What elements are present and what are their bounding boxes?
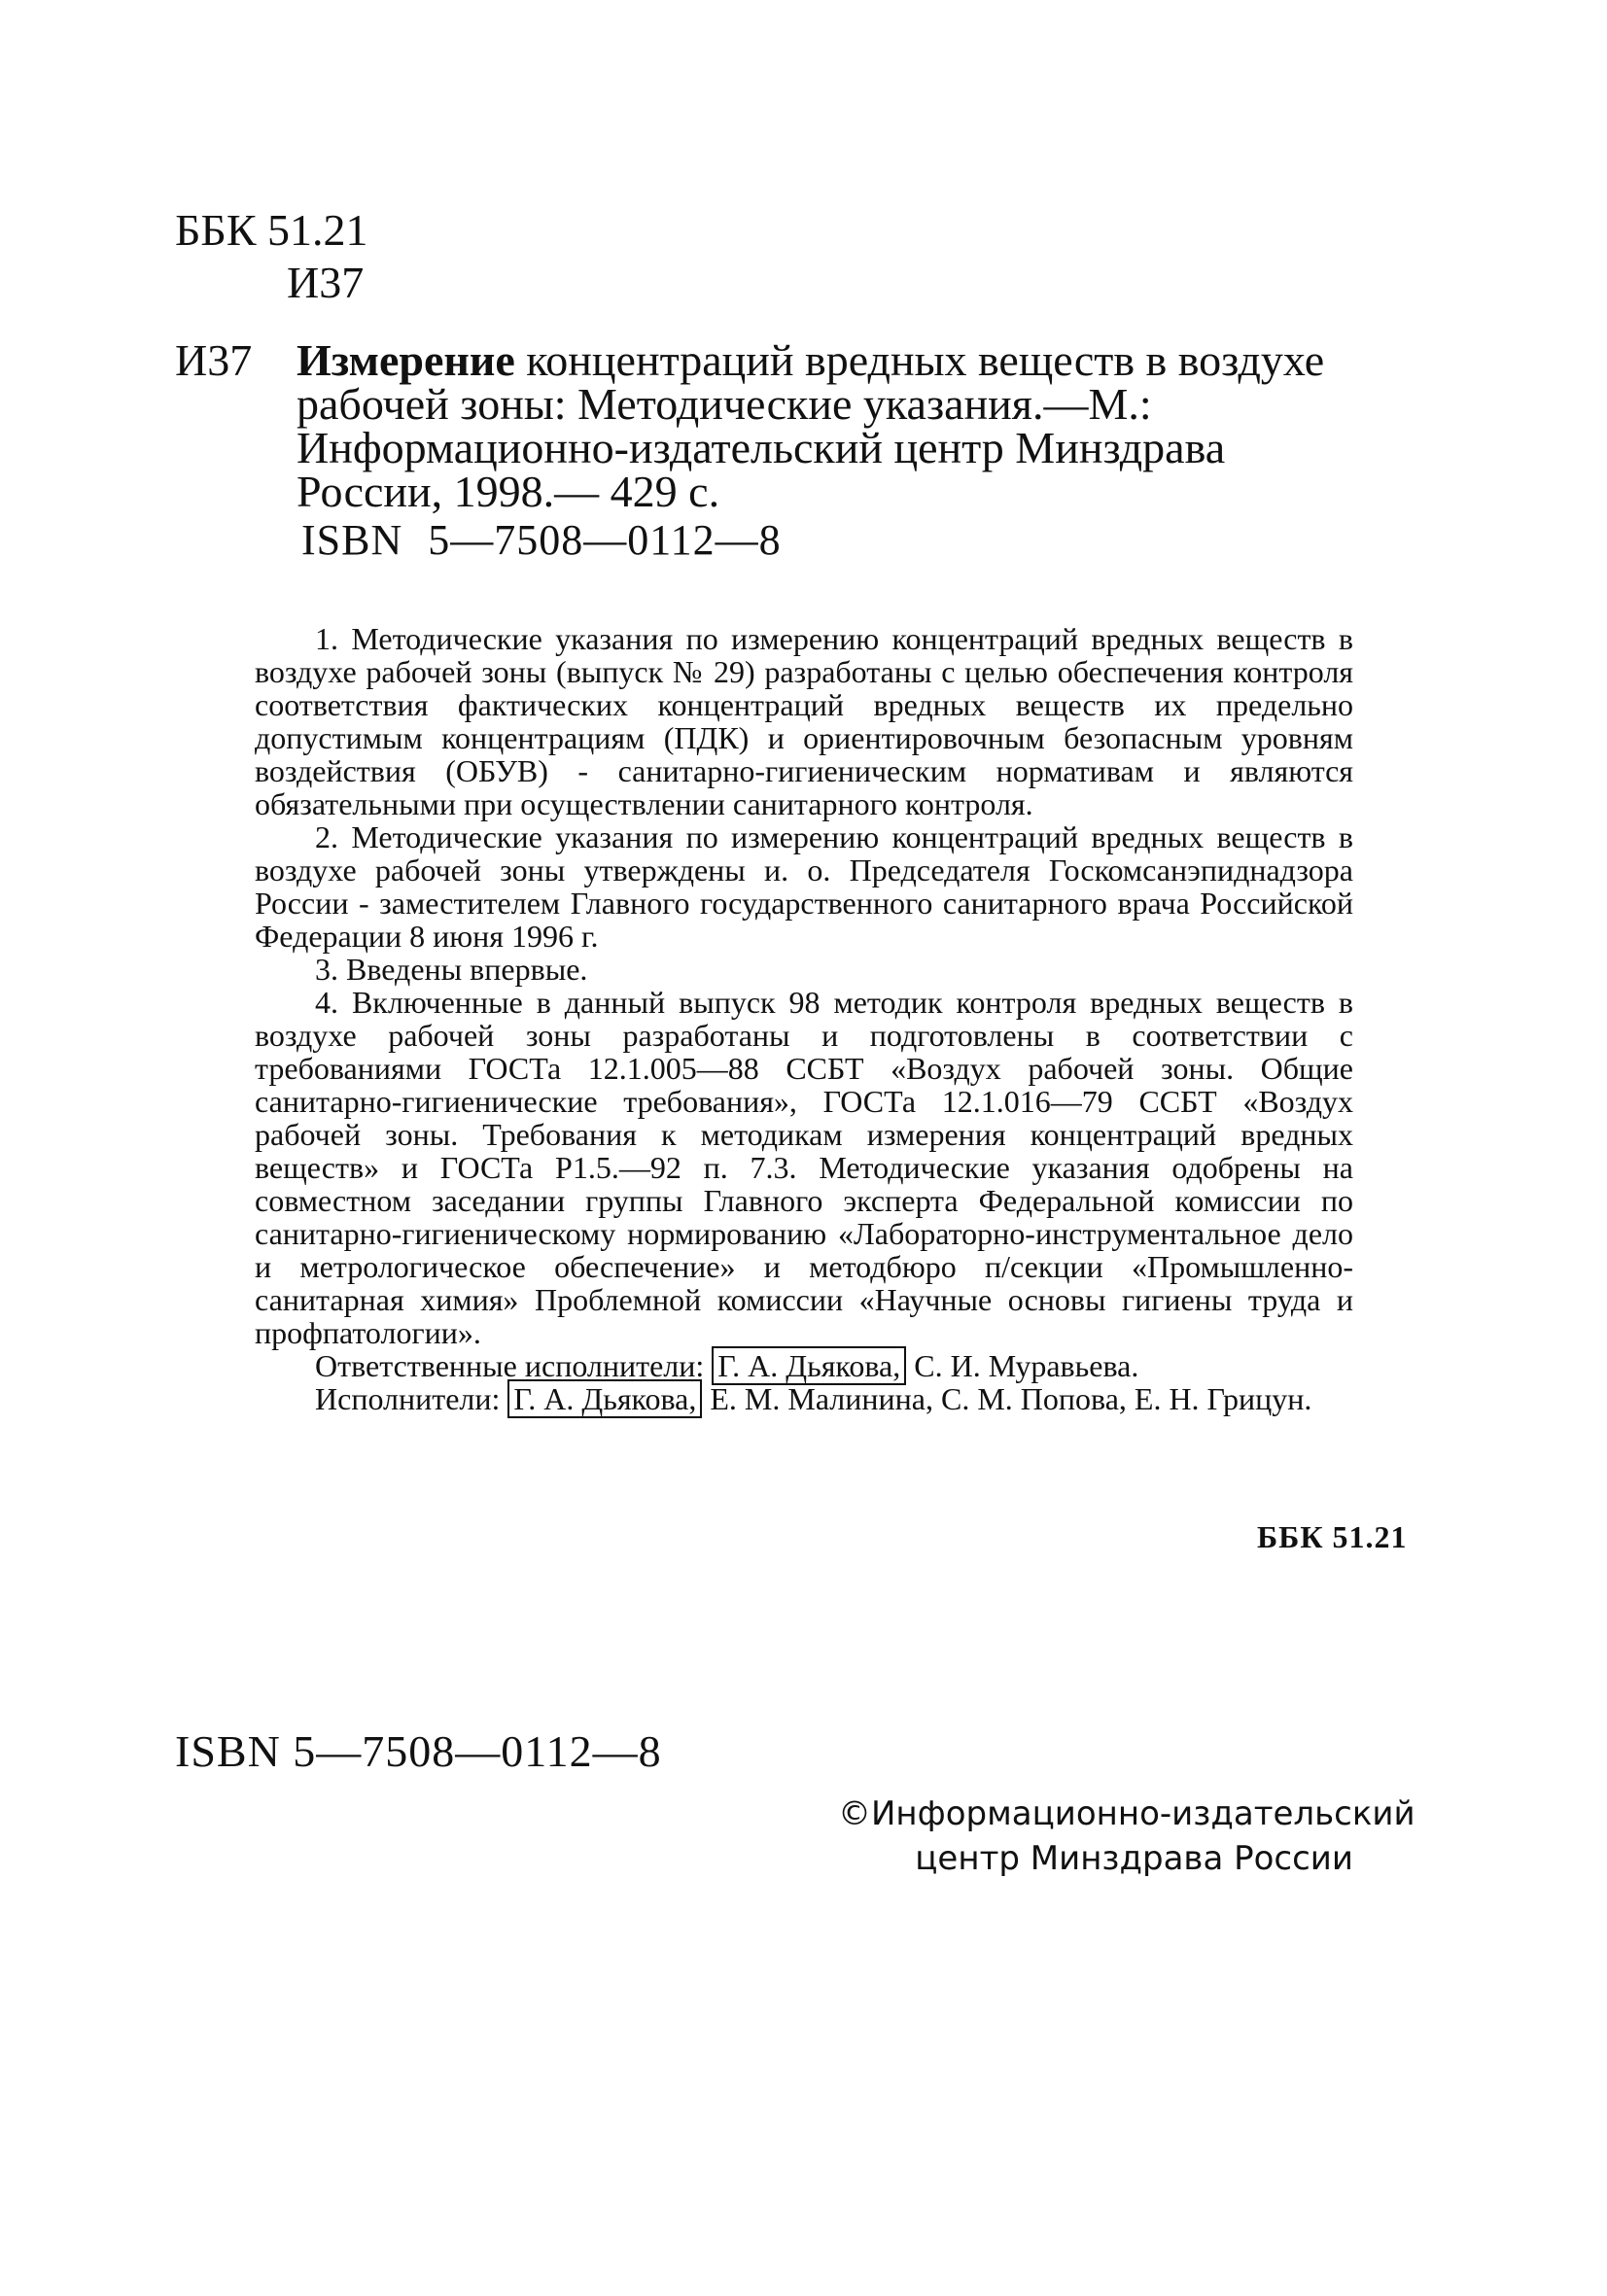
author-mark: И37 <box>287 258 365 307</box>
executors <box>255 1382 1353 1415</box>
record-title-rest: концентраций вредных веществ в воздухе рабочей зоны: Методические указания.—М.: Информационно-издательский центр Минздрава России, 1998.— 429 с. <box>297 335 1325 516</box>
executor-name-boxed: Г. А. Дьякова, <box>507 1379 702 1418</box>
record-index: И37 <box>175 335 253 385</box>
copyright-notice <box>838 1792 1415 1881</box>
note-paragraph-3: 3. Введены впервые. <box>315 952 588 987</box>
record-description <box>297 335 1361 516</box>
responsible-name-2: С. И. Муравьева. <box>914 1348 1139 1383</box>
bbk-bottom: ББК 51.21 <box>1257 1519 1408 1554</box>
executors-label: Исполнители: <box>315 1381 501 1416</box>
copyright-line-1: ©Информационно-издательский <box>838 1794 1415 1833</box>
responsible-name-boxed: Г. А. Дьякова, <box>712 1346 906 1385</box>
note-paragraph-1: 1. Методические указания по измерению концентраций вредных веществ в воздухе рабочей зоны (выпуск № 29) разработаны с целью обеспечения контроля соответствия фактических концентраций вредных веществ их предельно допустимым концентрациям (ПДК) и ориентировочным безопасным уровням воздействия (ОБУВ) - санитарно-гигиеническим нормативам и являются обязательными при осуществлении санитарного контроля. <box>255 621 1353 821</box>
record-title-bold: Измерение <box>297 335 515 385</box>
executors-rest: Е. М. Малинина, С. М. Попова, Е. Н. Грицун. <box>710 1381 1312 1416</box>
note-paragraph-4: 4. Включенные в данный выпуск 98 методик контроля вредных веществ в воздухе рабочей зоны разработаны и подготовлены в соответствии с требованиями ГОСТа 12.1.005—88 ССБТ «Воздух рабочей зоны. Общие санитарно-гигиенические требования», ГОСТа 12.1.016—79 ССБТ «Воздух рабочей зоны. Требования к методикам измерения концентраций вредных веществ» и ГОСТа Р1.5.—92 п. 7.3. Методические указания одобрены на совместном заседании группы Главного эксперта Федеральной комиссии по санитарно-гигиеническому нормированию «Лабораторно-инструментальное дело и метрологическое обеспечение» и методбюро п/секции «Промышленно-санитарная химия» Проблемной комиссии «Научные основы гигиены труда и профпатологии». <box>255 985 1353 1350</box>
bbk-line: ББК 51.21 <box>175 205 368 255</box>
responsible-label: Ответственные исполнители: <box>315 1348 705 1383</box>
isbn-top: ISBN 5—7508—0112—8 <box>301 516 782 564</box>
bibliographic-record <box>175 335 1361 516</box>
copyright-line-2: центр Минздрава России <box>915 1839 1353 1878</box>
annotation-notes <box>255 622 1353 1415</box>
bbk-classification <box>175 204 368 309</box>
responsible-executors <box>255 1349 1353 1382</box>
isbn-bottom: ISBN 5—7508—0112—8 <box>175 1726 662 1776</box>
note-paragraph-2: 2. Методические указания по измерению концентраций вредных веществ в воздухе рабочей зоны утверждены и. о. Председателя Госкомсанэпиднадзора России - заместителем Главного государственного санитарного врача Российской Федерации 8 июня 1996 г. <box>255 819 1353 954</box>
